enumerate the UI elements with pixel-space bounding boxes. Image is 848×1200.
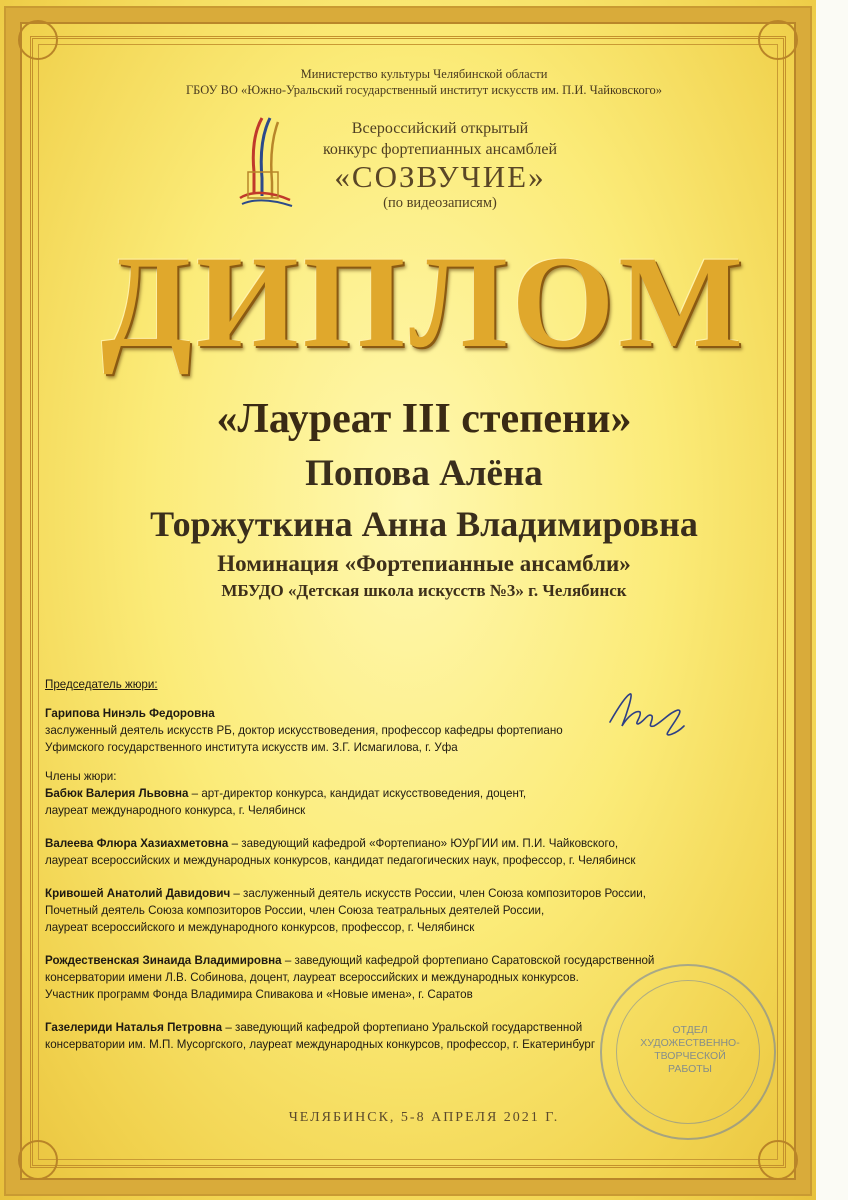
jury-member-detail: – заведующий кафедрой фортепиано Уральской государственной [222,1021,583,1034]
jury-member-name: Валеева Флюра Хазиахметовна [45,837,229,850]
diploma-title: ДИПЛОМ [101,228,747,375]
contest-subtitle: (по видеозаписям) [383,195,497,211]
ministry-text: Министерство культуры Челябинской области [300,67,548,81]
jury-member [45,835,705,869]
jury-member-detail: – заведующий кафедрой «Фортепиано» ЮУрГИИ им. П.И. Чайковского, [228,837,619,850]
organizer-header [0,66,848,98]
jury-chair-detail: Уфимского государственного института искусств им. З.Г. Исмагилова, г. Уфа [45,741,458,754]
corner-ornament [18,1140,58,1180]
jury-chair-name: Гарипова Нинэль Федоровна [45,707,215,720]
jury-member-detail: Участник программ Фонда Владимира Спивакова и «Новые имена», г. Саратов [45,988,473,1001]
jury-member-detail: лауреат всероссийских и международных конкурсов, кандидат педагогических наук, профессор, г. Челябинск [45,854,636,867]
contest-line-1: Всероссийский открытый [351,120,529,137]
contest-line-2: конкурс фортепианных ансамблей [322,141,558,158]
jury-member-detail: лауреат всероссийского и международного конкурсов, профессор, г. Челябинск [45,921,475,934]
jury-member-name: Рождественская Зинаида Владимировна [45,954,282,967]
institute-text: ГБОУ ВО «Южно-Уральский государственный институт искусств им. П.И. Чайковского» [185,83,663,97]
award-title: «Лауреат III степени» [216,396,632,442]
jury-member [45,785,705,819]
footer-place-date: ЧЕЛЯБИНСК, 5-8 АПРЕЛЯ 2021 Г. [288,1110,560,1125]
stamp-text [632,1024,748,1076]
jury-member-detail: Почетный деятель Союза композиторов России, член Союза театральных деятелей России, [45,904,545,917]
stamp-line: РАБОТЫ [668,1063,712,1075]
jury-member-name: Кривошей Анатолий Давидович [45,887,231,900]
stamp-line: ХУДОЖЕСТВЕННО- [640,1037,740,1049]
corner-ornament [758,20,798,60]
corner-ornament [18,20,58,60]
stamp-line: ОТДЕЛ [672,1024,708,1036]
stamp-line: ТВОРЧЕСКОЙ [654,1050,726,1062]
jury-member-detail: – заслуженный деятель искусств России, член Союза композиторов России, [230,887,646,900]
jury-member-detail: – арт-директор конкурса, кандидат искусствоведения, доцент, [188,787,527,800]
jury-member-name: Бабюк Валерия Львовна [45,787,189,800]
contest-name: «СОЗВУЧИЕ» [334,159,546,194]
jury-member-detail: – заведующий кафедрой фортепиано Саратовской государственной [281,954,655,967]
jury-member-detail: консерватории им. М.П. Мусоргского, лауреат международных конкурсов, профессор, г. Екатеринбург [45,1038,596,1051]
signature-icon [604,686,692,742]
school-text: МБУДО «Детская школа искусств №3» г. Челябинск [221,581,627,600]
jury-members-heading: Члены жюри: [45,770,117,783]
recipient-name-2: Торжуткина Анна Владимировна [150,504,698,544]
recipient-name-1: Попова Алёна [305,453,543,494]
jury-member-detail: лауреат международного конкурса, г. Челябинск [45,804,306,817]
jury-member [45,952,705,1003]
contest-title-block [300,118,580,212]
jury-member [45,885,705,936]
corner-ornament [758,1140,798,1180]
jury-chair-heading: Председатель жюри: [45,678,158,691]
piano-logo-icon [232,112,296,208]
jury-member-name: Газелериди Наталья Петровна [45,1021,223,1034]
jury-member-detail: консерватории имени Л.В. Собинова, доцент, лауреат всероссийских и международных конкурсов. [45,971,579,984]
nomination-text: Номинация «Фортепианные ансамбли» [217,551,631,576]
jury-chair-detail: заслуженный деятель искусств РБ, доктор искусствоведения, профессор кафедры фортепиано [45,724,563,737]
